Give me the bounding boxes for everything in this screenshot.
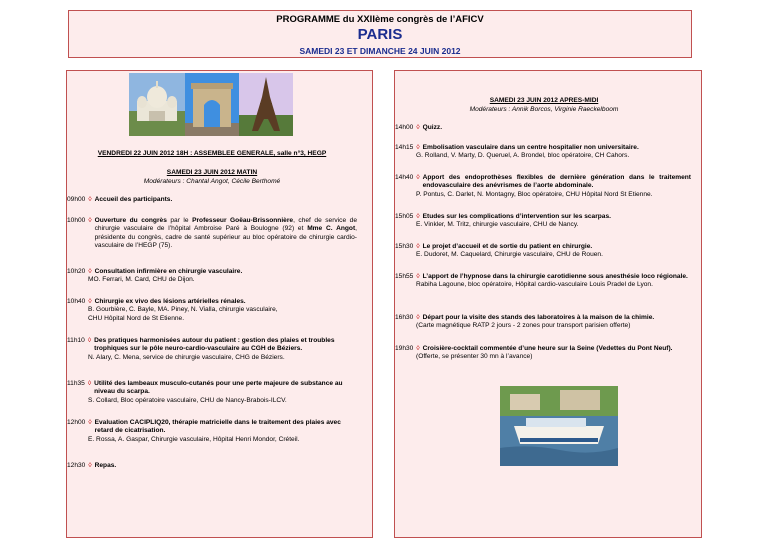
morning-panel bbox=[66, 70, 373, 538]
agenda-item bbox=[67, 462, 357, 470]
item-title: Départ pour la visite des stands des laboratoires à la maison de la chimie. bbox=[422, 314, 655, 321]
opening-part: par le bbox=[166, 217, 193, 224]
item-title: Chirurgie ex vivo des lésions artérielles rénales. bbox=[94, 298, 246, 305]
agenda-item bbox=[67, 337, 357, 362]
diamond-icon: ◊ bbox=[88, 217, 92, 224]
afternoon-panel bbox=[394, 70, 702, 538]
opening-part: , chef de service de chirurgie vasculaire de l’hôpital Ambroise Paré à Boulogne (92) et bbox=[94, 217, 357, 233]
agenda-item bbox=[395, 213, 691, 230]
program-header bbox=[68, 10, 692, 58]
diamond-icon: ◊ bbox=[416, 213, 420, 220]
item-title: L’apport de l’hypnose dans la chirurgie carotidienne sous anesthésie loco régionale. bbox=[422, 273, 688, 280]
item-time: 16h30 bbox=[395, 314, 414, 321]
opening-lead: Ouverture du congrès bbox=[94, 217, 167, 224]
agenda-item bbox=[67, 380, 357, 405]
item-detail: E. Vinkler, M. Tritz, chirurgie vasculaire, CHU de Nancy. bbox=[416, 221, 579, 229]
opening-text bbox=[95, 217, 357, 251]
diamond-icon: ◊ bbox=[88, 196, 92, 203]
morning-moderators: Modérateurs : Chantal Angot, Cécile Berthomé bbox=[143, 178, 281, 185]
arc-de-triomphe-photo bbox=[185, 73, 239, 136]
eiffel-tower-photo bbox=[239, 73, 293, 136]
item-title: Evaluation CACIPLIQ20, thérapie matricielle dans le traitement des plaies avec retard de cicatrisation. bbox=[94, 419, 341, 435]
agenda-item bbox=[395, 174, 691, 199]
item-time: 12h30 bbox=[67, 462, 86, 469]
diamond-icon: ◊ bbox=[416, 314, 420, 321]
assembly-title: VENDREDI 22 JUIN 2012 18H : ASSEMBLEE GENERALE, salle n°3, HEGP bbox=[97, 150, 327, 157]
item-title: Quizz. bbox=[422, 124, 443, 131]
agenda-item bbox=[67, 268, 357, 285]
item-time: 15h55 bbox=[395, 273, 414, 280]
diamond-icon: ◊ bbox=[416, 124, 420, 131]
item-detail: B. Gourbière, C. Bayle, MA. Piney, N. Vialla, chirurgie vasculaire, CHU Hôpital Nord de St Etienne. bbox=[88, 306, 278, 322]
agenda-item bbox=[67, 298, 357, 323]
item-time: 10h20 bbox=[67, 268, 86, 275]
diamond-icon: ◊ bbox=[416, 273, 420, 280]
opening-professor: Professeur Goëau-Brissonnière bbox=[192, 217, 294, 224]
diamond-icon: ◊ bbox=[416, 174, 420, 181]
item-detail: E. Rossa, A. Gaspar, Chirurgie vasculaire, Hôpital Henri Mondor, Créteil. bbox=[88, 435, 300, 443]
diamond-icon: ◊ bbox=[87, 337, 92, 344]
diamond-icon: ◊ bbox=[416, 345, 420, 352]
item-time: 14h00 bbox=[395, 124, 414, 131]
agenda-item bbox=[395, 243, 691, 260]
item-detail: E. Dudoret, M. Caquelard, Chirurgie vasculaire, CHU de Rouen. bbox=[416, 251, 603, 259]
item-time: 14h15 bbox=[395, 144, 414, 151]
agenda-item bbox=[395, 345, 691, 362]
agenda-item-opening bbox=[67, 217, 357, 251]
item-title: Repas. bbox=[94, 462, 117, 469]
diamond-icon: ◊ bbox=[88, 268, 92, 275]
item-detail: Rabiha Lagoune, bloc opératoire, Hôpital cardio-vasculaire Louis Pradel de Lyon. bbox=[416, 281, 653, 289]
item-title: Embolisation vasculaire dans un centre hospitalier non universitaire. bbox=[422, 144, 639, 151]
item-time: 11h10 bbox=[67, 337, 85, 344]
agenda-item bbox=[395, 314, 691, 331]
item-title: Utilité des lambeaux musculo-cutanés pour une perte majeure de substance au niveau du scarpa. bbox=[94, 380, 343, 396]
item-title: Etudes sur les complications d’intervention sur les scarpas. bbox=[422, 213, 611, 220]
opening-part: , présidente du congrès, cadre de santé supérieur au bloc opératoire de chirurgie cardio-vasculaire de l’HEGP (75). bbox=[94, 225, 357, 250]
agenda-item bbox=[395, 144, 691, 161]
agenda-item bbox=[67, 419, 357, 444]
item-title: Consultation infirmière en chirurgie vasculaire. bbox=[94, 268, 243, 275]
afternoon-moderators: Modérateurs : Annik Borcos, Virginie Raeckelboom bbox=[469, 106, 619, 113]
item-time: 10h40 bbox=[67, 298, 86, 305]
item-detail: P. Pontus, C. Darlet, N. Montagny, Bloc opératoire, CHU Hôpital Nord St Etienne. bbox=[416, 190, 653, 198]
congress-dates: SAMEDI 23 ET DIMANCHE 24 JUIN 2012 bbox=[299, 46, 461, 56]
item-detail: G. Rolland, V. Marty, D. Queruel, A. Brondel, bloc opératoire, CH Cahors. bbox=[416, 152, 630, 160]
morning-session-header bbox=[67, 169, 357, 185]
agenda-item bbox=[395, 124, 691, 132]
diamond-icon: ◊ bbox=[88, 298, 92, 305]
diamond-icon: ◊ bbox=[416, 243, 420, 250]
item-title: Croisière-cocktail commentée d’une heure sur la Seine (Vedettes du Pont Neuf). bbox=[422, 345, 673, 352]
program-line: PROGRAMME du XXIIème congrès de l’AFICV bbox=[276, 14, 484, 25]
item-title: Accueil des participants. bbox=[94, 196, 173, 203]
item-time: 14h40 bbox=[395, 174, 414, 181]
diamond-icon: ◊ bbox=[88, 462, 92, 469]
opening-president: Mme C. Angot bbox=[307, 225, 356, 233]
item-time: 15h30 bbox=[395, 243, 414, 250]
diamond-icon: ◊ bbox=[87, 380, 92, 387]
item-time: 19h30 bbox=[395, 345, 414, 352]
sacre-coeur-photo bbox=[129, 73, 185, 136]
item-title: Apport des endoprothèses flexibles de dernière génération dans le traitement endovasculaire des anévrismes de l’aorte abdominale. bbox=[422, 174, 691, 190]
item-detail: (Carte magnétique RATP 2 jours - 2 zones pour transport parisien offerte) bbox=[416, 322, 631, 330]
afternoon-session-title: SAMEDI 23 JUIN 2012 APRES-MIDI bbox=[489, 97, 599, 104]
paris-photos bbox=[129, 73, 293, 136]
assembly-notice bbox=[67, 150, 357, 157]
item-detail: S. Collard, Bloc opératoire vasculaire, CHU de Nancy-Brabois-ILCV. bbox=[88, 396, 287, 404]
diamond-icon: ◊ bbox=[88, 419, 92, 426]
item-time: 11h35 bbox=[67, 380, 85, 387]
agenda-item bbox=[67, 196, 357, 204]
item-time: 10h00 bbox=[67, 217, 86, 224]
seine-cruise-photo bbox=[500, 386, 618, 466]
item-title: Le projet d’accueil et de sortie du patient en chirurgie. bbox=[422, 243, 593, 250]
item-detail: N. Alary, C. Mena, service de chirurgie vasculaire, CHG de Béziers. bbox=[88, 353, 285, 361]
agenda-item bbox=[395, 273, 691, 290]
item-time: 15h05 bbox=[395, 213, 414, 220]
item-time: 12h00 bbox=[67, 419, 86, 426]
morning-session-title: SAMEDI 23 JUIN 2012 MATIN bbox=[166, 169, 258, 176]
diamond-icon: ◊ bbox=[416, 144, 420, 151]
city-title: PARIS bbox=[357, 26, 403, 43]
item-detail: MO. Ferrari, M. Card, CHU de Dijon. bbox=[88, 276, 195, 284]
item-time: 09h00 bbox=[67, 196, 86, 203]
item-detail: (Offerte, se présenter 30 mn à l’avance) bbox=[416, 353, 533, 361]
afternoon-session-header bbox=[395, 97, 693, 113]
item-title: Des pratiques harmonisées autour du patient : gestion des plaies et troubles trophiques sur le pôle neuro-cardio-vasculaire au CGH de Béziers. bbox=[94, 337, 335, 353]
